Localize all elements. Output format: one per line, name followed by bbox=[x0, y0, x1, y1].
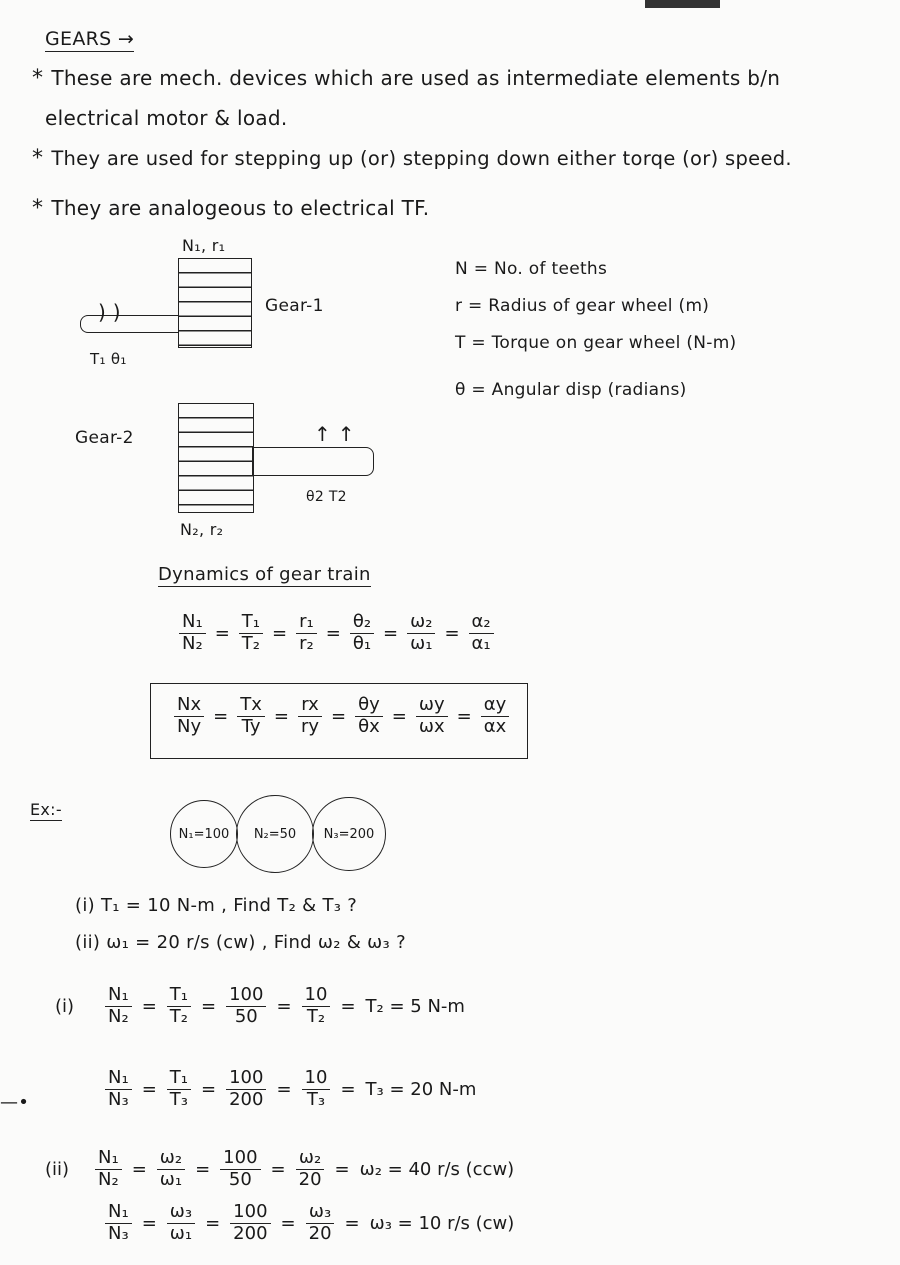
denominator: T₃ bbox=[169, 1088, 188, 1110]
numerator: θy bbox=[355, 695, 383, 717]
torn-edge-mark bbox=[645, 0, 720, 8]
bullet-text: They are analogeous to electrical TF. bbox=[51, 196, 430, 220]
equals-sign: = bbox=[325, 622, 341, 644]
gear-2-drawing bbox=[178, 403, 254, 513]
numerator: ω₂ bbox=[407, 612, 435, 634]
numerator: T₁ bbox=[167, 985, 191, 1007]
example-label: Ex:- bbox=[30, 800, 62, 819]
bullet-1-cont: electrical motor & load. bbox=[45, 106, 288, 130]
fraction bbox=[296, 1148, 325, 1190]
solution-row bbox=[55, 985, 465, 1027]
denominator: 20 bbox=[308, 1222, 332, 1244]
denominator: T₂ bbox=[169, 1005, 188, 1027]
fraction bbox=[226, 985, 266, 1027]
numerator: ω₂ bbox=[296, 1148, 324, 1170]
question-2: (ii) ω₁ = 20 r/s (cw) , Find ω₂ & ω₃ ? bbox=[75, 932, 406, 953]
fraction bbox=[302, 1068, 331, 1110]
numerator: rx bbox=[298, 695, 322, 717]
gear-teeth-label: N₁=100 bbox=[178, 826, 230, 842]
equals-sign: = bbox=[272, 622, 288, 644]
equals-sign: = bbox=[444, 622, 460, 644]
numerator: N₁ bbox=[179, 612, 206, 634]
up-arrows-icon: ↑ ↑ bbox=[314, 422, 355, 446]
fraction bbox=[407, 612, 435, 654]
part-label: (ii) bbox=[45, 1158, 70, 1180]
fraction bbox=[350, 612, 374, 654]
gear1-top-label: N₁, r₁ bbox=[182, 236, 226, 255]
numerator: r₁ bbox=[296, 612, 317, 634]
fraction bbox=[167, 985, 191, 1027]
gear2-label: Gear-2 bbox=[75, 428, 134, 448]
dynamics-title: Dynamics of gear train bbox=[158, 564, 371, 585]
denominator: Ty bbox=[241, 715, 261, 737]
equals-sign: = bbox=[131, 1158, 147, 1180]
denominator: ω₁ bbox=[169, 1222, 193, 1244]
gear-teeth-label: N₂=50 bbox=[253, 826, 297, 842]
fraction bbox=[296, 612, 317, 654]
result-text: ω₂ = 40 r/s (ccw) bbox=[359, 1158, 515, 1180]
denominator: T₃ bbox=[306, 1088, 326, 1110]
fraction bbox=[167, 1202, 195, 1244]
numerator: ω₃ bbox=[167, 1202, 195, 1224]
denominator: T₂ bbox=[306, 1005, 326, 1027]
fraction bbox=[174, 695, 204, 737]
result-text: ω₃ = 10 r/s (cw) bbox=[369, 1212, 515, 1234]
equals-sign: = bbox=[276, 995, 292, 1017]
denominator: T₂ bbox=[241, 632, 260, 654]
numerator: ωy bbox=[416, 695, 448, 717]
equals-sign: = bbox=[340, 995, 356, 1017]
equals-sign: = bbox=[340, 1078, 356, 1100]
denominator: N₃ bbox=[108, 1088, 129, 1110]
gear-2-shaft bbox=[252, 447, 374, 476]
gear2-shaft-label: θ2 T2 bbox=[306, 489, 347, 505]
denominator: N₂ bbox=[182, 632, 203, 654]
denominator: N₃ bbox=[108, 1222, 129, 1244]
denominator: 20 bbox=[298, 1168, 322, 1190]
denominator: α₁ bbox=[471, 632, 491, 654]
rotation-arrows-icon: ) ) bbox=[98, 300, 121, 324]
gear-circle-2 bbox=[236, 795, 314, 873]
gear-1-shaft bbox=[80, 315, 178, 333]
numerator: 10 bbox=[302, 1068, 331, 1090]
numerator: θ₂ bbox=[350, 612, 374, 634]
equals-sign: = bbox=[141, 1212, 157, 1234]
fraction bbox=[469, 612, 494, 654]
fraction bbox=[105, 1202, 132, 1244]
equals-sign: = bbox=[383, 622, 399, 644]
asterisk-icon: * bbox=[32, 66, 44, 91]
denominator: 200 bbox=[233, 1222, 268, 1244]
equals-sign: = bbox=[141, 995, 157, 1017]
gear1-label: Gear-1 bbox=[265, 296, 324, 316]
fraction bbox=[481, 695, 510, 737]
denominator: N₂ bbox=[98, 1168, 119, 1190]
denominator: θx bbox=[358, 715, 380, 737]
equals-sign: = bbox=[344, 1212, 360, 1234]
numerator: 100 bbox=[220, 1148, 260, 1170]
denominator: ω₁ bbox=[159, 1168, 183, 1190]
question-1: (i) T₁ = 10 N-m , Find T₂ & T₃ ? bbox=[75, 895, 358, 916]
fraction bbox=[298, 695, 322, 737]
numerator: ω₂ bbox=[157, 1148, 185, 1170]
denominator: 50 bbox=[234, 1005, 258, 1027]
equals-sign: = bbox=[214, 622, 230, 644]
equals-sign: = bbox=[201, 995, 217, 1017]
gear-circle-1 bbox=[170, 800, 238, 868]
denominator: N₂ bbox=[108, 1005, 129, 1027]
general-gear-ratio-equation bbox=[165, 695, 509, 737]
legend-item: r = Radius of gear wheel (m) bbox=[455, 296, 710, 316]
equals-sign: = bbox=[270, 1158, 286, 1180]
equals-sign: = bbox=[276, 1078, 292, 1100]
fraction bbox=[230, 1202, 270, 1244]
equals-sign: = bbox=[456, 705, 472, 727]
numerator: αy bbox=[481, 695, 510, 717]
bullet-3 bbox=[32, 196, 429, 221]
fraction bbox=[157, 1148, 185, 1190]
fraction bbox=[355, 695, 383, 737]
result-text: T₃ = 20 N-m bbox=[365, 1078, 477, 1100]
numerator: T₁ bbox=[239, 612, 263, 634]
fraction bbox=[302, 985, 331, 1027]
denominator: ry bbox=[300, 715, 320, 737]
numerator: N₁ bbox=[105, 985, 132, 1007]
numerator: 100 bbox=[230, 1202, 270, 1224]
numerator: N₁ bbox=[105, 1068, 132, 1090]
equals-sign: = bbox=[195, 1158, 211, 1180]
equals-sign: = bbox=[201, 1078, 217, 1100]
asterisk-icon: * bbox=[32, 196, 44, 221]
equals-sign: = bbox=[205, 1212, 221, 1234]
denominator: ωx bbox=[418, 715, 445, 737]
gear-ratio-equation bbox=[170, 612, 494, 654]
asterisk-icon: * bbox=[32, 146, 44, 171]
bullet-2 bbox=[32, 146, 792, 171]
equals-sign: = bbox=[331, 705, 347, 727]
fraction bbox=[416, 695, 448, 737]
fraction bbox=[237, 695, 265, 737]
solution-row bbox=[55, 1202, 514, 1244]
legend-item: θ = Angular disp (radians) bbox=[455, 380, 687, 400]
denominator: ω₁ bbox=[410, 632, 433, 654]
fraction bbox=[105, 985, 132, 1027]
numerator: Tx bbox=[237, 695, 265, 717]
bullet-text: These are mech. devices which are used as intermediate elements b/n bbox=[51, 66, 781, 90]
fraction bbox=[226, 1068, 266, 1110]
denominator: 50 bbox=[228, 1168, 252, 1190]
gear-teeth-label: N₃=200 bbox=[323, 826, 375, 842]
denominator: Ny bbox=[177, 715, 202, 737]
bullet-text: They are used for stepping up (or) stepping down either torqe (or) speed. bbox=[51, 147, 792, 170]
fraction bbox=[95, 1148, 122, 1190]
equals-sign: = bbox=[273, 705, 289, 727]
heading: GEARS → bbox=[45, 28, 135, 50]
result-text: T₂ = 5 N-m bbox=[365, 995, 465, 1017]
fraction bbox=[239, 612, 263, 654]
gear-circle-3 bbox=[312, 797, 386, 871]
legend-item: T = Torque on gear wheel (N-m) bbox=[455, 333, 737, 353]
fraction bbox=[167, 1068, 191, 1110]
numerator: 100 bbox=[226, 1068, 266, 1090]
numerator: α₂ bbox=[469, 612, 494, 634]
numerator: N₁ bbox=[95, 1148, 122, 1170]
gear1-shaft-label: T₁ θ₁ bbox=[90, 350, 127, 368]
equals-sign: = bbox=[213, 705, 229, 727]
fraction bbox=[179, 612, 206, 654]
solution-row bbox=[45, 1148, 514, 1190]
fraction bbox=[306, 1202, 335, 1244]
denominator: r₂ bbox=[299, 632, 314, 654]
denominator: θ₁ bbox=[352, 632, 372, 654]
legend-item: N = No. of teeths bbox=[455, 259, 608, 279]
numerator: T₁ bbox=[167, 1068, 191, 1090]
equals-sign: = bbox=[280, 1212, 296, 1234]
bullet-1 bbox=[32, 66, 780, 91]
margin-mark: —• bbox=[0, 1092, 30, 1113]
denominator: 200 bbox=[229, 1088, 264, 1110]
equals-sign: = bbox=[391, 705, 407, 727]
solution-row bbox=[55, 1068, 476, 1110]
denominator: αx bbox=[483, 715, 507, 737]
fraction bbox=[105, 1068, 132, 1110]
equals-sign: = bbox=[334, 1158, 350, 1180]
numerator: N₁ bbox=[105, 1202, 132, 1224]
gear2-bottom-label: N₂, r₂ bbox=[180, 520, 224, 539]
numerator: 10 bbox=[302, 985, 331, 1007]
part-label: (i) bbox=[55, 995, 75, 1017]
numerator: Nx bbox=[174, 695, 204, 717]
numerator: 100 bbox=[226, 985, 266, 1007]
gear-1-drawing bbox=[178, 258, 252, 348]
numerator: ω₃ bbox=[306, 1202, 334, 1224]
fraction bbox=[220, 1148, 260, 1190]
equals-sign: = bbox=[141, 1078, 157, 1100]
